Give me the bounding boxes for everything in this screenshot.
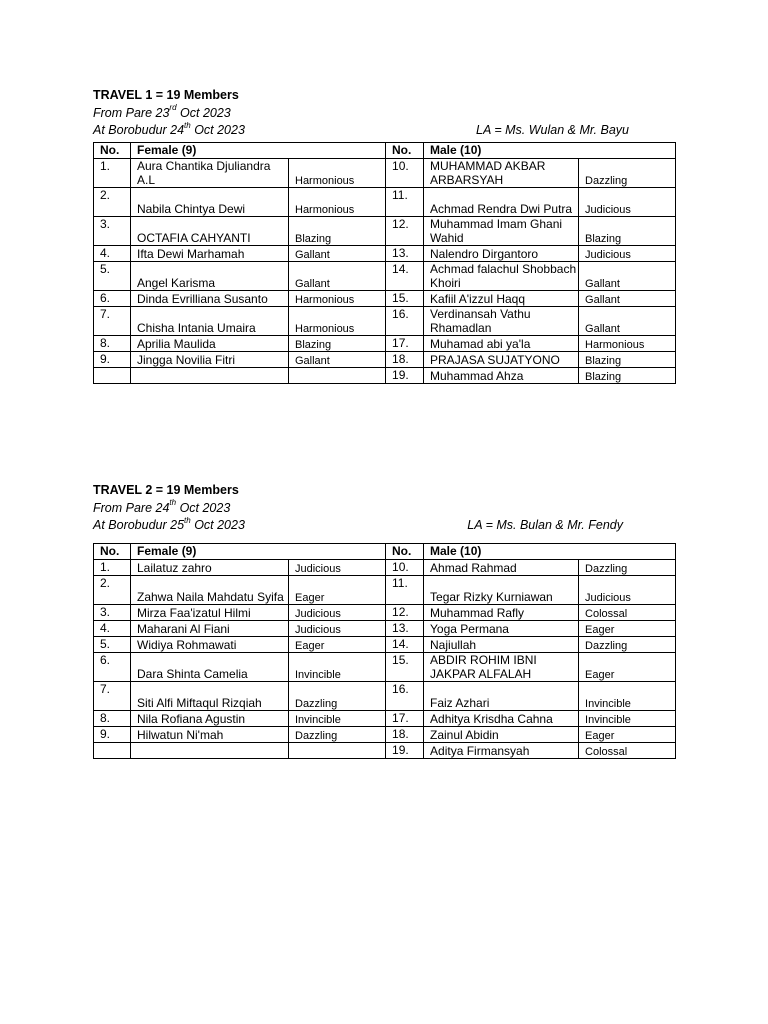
female-no: 9. (94, 351, 131, 367)
table-row (94, 306, 676, 335)
female-header: Female (9) (131, 543, 386, 559)
travel-2-from: From Pare 24th Oct 2023 (93, 498, 231, 515)
male-trait: Gallant (579, 306, 676, 335)
male-trait: Dazzling (579, 158, 676, 187)
female-trait: Judicious (289, 559, 386, 575)
table-row (94, 335, 676, 351)
female-trait: Eager (289, 636, 386, 652)
female-no: 6. (94, 652, 131, 681)
female-name: Siti Alfi Miftaqul Rizqiah (131, 681, 289, 710)
female-header: Female (9) (131, 142, 386, 158)
male-no: 12. (386, 604, 424, 620)
male-name: Adhitya Krisdha Cahna (424, 710, 579, 726)
female-name: Dinda Evrilliana Susanto (131, 290, 289, 306)
travel-2-at: At Borobudur 25th Oct 2023 LA = Ms. Bulan & Mr. Fendy (93, 517, 675, 535)
travel-1-table (93, 142, 676, 384)
table-row (94, 681, 676, 710)
male-no: 18. (386, 726, 424, 742)
male-trait: Invincible (579, 681, 676, 710)
female-trait: Eager (289, 575, 386, 604)
female-no: 4. (94, 245, 131, 261)
female-trait: Blazing (289, 216, 386, 245)
female-no: 4. (94, 620, 131, 636)
male-trait: Eager (579, 726, 676, 742)
male-no: 19. (386, 742, 424, 758)
male-trait: Blazing (579, 351, 676, 367)
table-row (94, 710, 676, 726)
female-trait: Harmonious (289, 187, 386, 216)
female-name: Chisha Intania Umaira (131, 306, 289, 335)
table-header-row (94, 543, 676, 559)
female-trait: Judicious (289, 620, 386, 636)
female-name: Zahwa Naila Mahdatu Syifa (131, 575, 289, 604)
travel-1-from: From Pare 23rd Oct 2023 (93, 103, 231, 120)
female-no: 9. (94, 726, 131, 742)
table-row (94, 604, 676, 620)
male-header: Male (10) (424, 543, 676, 559)
travel-2-section (93, 482, 675, 759)
male-name: ABDIR ROHIM IBNI JAKPAR ALFALAH (424, 652, 579, 681)
female-no: 8. (94, 335, 131, 351)
female-no: 2. (94, 187, 131, 216)
male-name: Muhammad Imam Ghani Wahid (424, 216, 579, 245)
female-trait: Harmonious (289, 290, 386, 306)
male-name: Verdinansah Vathu Rhamadlan (424, 306, 579, 335)
male-trait: Eager (579, 620, 676, 636)
male-name: Zainul Abidin (424, 726, 579, 742)
male-trait: Gallant (579, 261, 676, 290)
male-name: Ahmad Rahmad (424, 559, 579, 575)
no-header: No. (94, 142, 131, 158)
female-name: Maharani Al Fiani (131, 620, 289, 636)
male-name: Najiullah (424, 636, 579, 652)
female-name: Hilwatun Ni'mah (131, 726, 289, 742)
female-no: 1. (94, 559, 131, 575)
male-no: 12. (386, 216, 424, 245)
male-no: 18. (386, 351, 424, 367)
male-no: 11. (386, 575, 424, 604)
table-row (94, 158, 676, 187)
male-no: 13. (386, 620, 424, 636)
female-no: 5. (94, 636, 131, 652)
female-name (131, 742, 289, 758)
no-header: No. (386, 543, 424, 559)
male-no: 17. (386, 710, 424, 726)
male-name: Yoga Permana (424, 620, 579, 636)
female-no: 1. (94, 158, 131, 187)
female-name: Widiya Rohmawati (131, 636, 289, 652)
travel-1-title: TRAVEL 1 = 19 Members (93, 88, 239, 102)
female-name: Dara Shinta Camelia (131, 652, 289, 681)
male-name: Aditya Firmansyah (424, 742, 579, 758)
male-trait: Judicious (579, 575, 676, 604)
female-no (94, 367, 131, 383)
female-no: 7. (94, 306, 131, 335)
male-no: 14. (386, 636, 424, 652)
female-name: Aprilia Maulida (131, 335, 289, 351)
male-no: 15. (386, 290, 424, 306)
male-trait: Harmonious (579, 335, 676, 351)
female-trait: Gallant (289, 245, 386, 261)
travel-2-header (93, 482, 675, 535)
female-trait: Gallant (289, 261, 386, 290)
table-row (94, 620, 676, 636)
female-name: Nabila Chintya Dewi (131, 187, 289, 216)
table-row (94, 351, 676, 367)
male-no: 11. (386, 187, 424, 216)
table-row (94, 742, 676, 758)
table-row (94, 636, 676, 652)
female-trait: Invincible (289, 710, 386, 726)
male-trait: Invincible (579, 710, 676, 726)
female-name: Nila Rofiana Agustin (131, 710, 289, 726)
male-name: Achmad Rendra Dwi Putra (424, 187, 579, 216)
table-row (94, 367, 676, 383)
male-no: 10. (386, 158, 424, 187)
male-trait: Colossal (579, 742, 676, 758)
male-header: Male (10) (424, 142, 676, 158)
table-row (94, 575, 676, 604)
female-trait: Blazing (289, 335, 386, 351)
female-no: 5. (94, 261, 131, 290)
female-no: 8. (94, 710, 131, 726)
female-no: 7. (94, 681, 131, 710)
female-name: Jingga Novilia Fitri (131, 351, 289, 367)
travel-2-table (93, 543, 676, 759)
male-no: 15. (386, 652, 424, 681)
male-trait: Colossal (579, 604, 676, 620)
travel-2-title: TRAVEL 2 = 19 Members (93, 483, 239, 497)
male-trait: Blazing (579, 367, 676, 383)
no-header: No. (386, 142, 424, 158)
female-name: Aura Chantika Djuliandra A.L (131, 158, 289, 187)
female-name: Lailatuz zahro (131, 559, 289, 575)
male-no: 17. (386, 335, 424, 351)
male-name: Muhammad Ahza (424, 367, 579, 383)
female-no: 3. (94, 604, 131, 620)
travel-1-la: LA = Ms. Wulan & Mr. Bayu (476, 123, 629, 137)
female-trait: Dazzling (289, 681, 386, 710)
male-trait: Blazing (579, 216, 676, 245)
travel-2-la: LA = Ms. Bulan & Mr. Fendy (467, 518, 623, 532)
female-name: Angel Karisma (131, 261, 289, 290)
male-trait: Eager (579, 652, 676, 681)
male-name: Tegar Rizky Kurniawan (424, 575, 579, 604)
male-name: Achmad falachul Shobbach Khoiri (424, 261, 579, 290)
female-trait: Judicious (289, 604, 386, 620)
male-name: Nalendro Dirgantoro (424, 245, 579, 261)
male-trait: Judicious (579, 187, 676, 216)
male-trait: Judicious (579, 245, 676, 261)
female-no (94, 742, 131, 758)
male-trait: Gallant (579, 290, 676, 306)
female-name: Ifta Dewi Marhamah (131, 245, 289, 261)
male-trait: Dazzling (579, 559, 676, 575)
female-trait: Gallant (289, 351, 386, 367)
table-row (94, 726, 676, 742)
table-row (94, 245, 676, 261)
male-no: 13. (386, 245, 424, 261)
female-name: Mirza Faa'izatul Hilmi (131, 604, 289, 620)
travel-1-header (93, 87, 675, 140)
male-name: Muhammad Rafly (424, 604, 579, 620)
female-trait: Harmonious (289, 158, 386, 187)
female-name (131, 367, 289, 383)
female-trait: Harmonious (289, 306, 386, 335)
table-header-row (94, 142, 676, 158)
male-no: 16. (386, 681, 424, 710)
male-no: 19. (386, 367, 424, 383)
female-no: 2. (94, 575, 131, 604)
female-trait (289, 742, 386, 758)
male-no: 16. (386, 306, 424, 335)
table-row (94, 187, 676, 216)
male-no: 14. (386, 261, 424, 290)
table-row (94, 559, 676, 575)
female-trait: Invincible (289, 652, 386, 681)
no-header: No. (94, 543, 131, 559)
female-no: 6. (94, 290, 131, 306)
male-no: 10. (386, 559, 424, 575)
travel-1-section (93, 87, 675, 384)
male-name: Faiz Azhari (424, 681, 579, 710)
male-name: Kafiil A'izzul Haqq (424, 290, 579, 306)
female-no: 3. (94, 216, 131, 245)
table-row (94, 290, 676, 306)
male-name: PRAJASA SUJATYONO (424, 351, 579, 367)
travel-1-at: At Borobudur 24th Oct 2023 LA = Ms. Wulan & Mr. Bayu (93, 122, 675, 140)
table-row (94, 216, 676, 245)
table-row (94, 261, 676, 290)
female-name: OCTAFIA CAHYANTI (131, 216, 289, 245)
female-trait: Dazzling (289, 726, 386, 742)
female-trait (289, 367, 386, 383)
male-name: Muhamad abi ya'la (424, 335, 579, 351)
male-name: MUHAMMAD AKBAR ARBARSYAH (424, 158, 579, 187)
male-trait: Dazzling (579, 636, 676, 652)
table-row (94, 652, 676, 681)
